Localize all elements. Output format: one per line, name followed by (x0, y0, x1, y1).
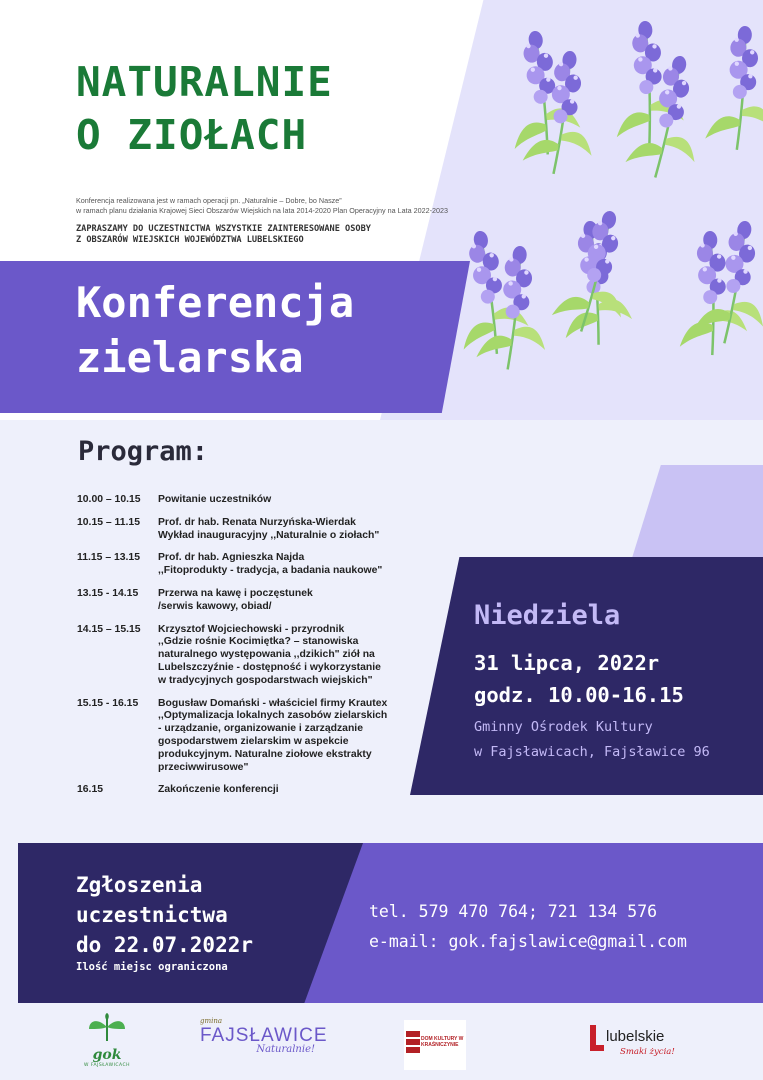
contact-phone: tel. 579 470 764; 721 134 576 (369, 902, 658, 921)
program-desc: Powitanie uczestników (158, 494, 272, 505)
event-date: 31 lipca, 2022r (474, 651, 660, 675)
fajslawice-logo-prefix: gmina (200, 1017, 223, 1025)
program-time: 10.00 – 10.15 (77, 494, 141, 505)
program-time: 11.15 – 13.15 (77, 552, 140, 564)
lubelskie-l-icon (590, 1025, 604, 1051)
funding-info-line-1: Konferencja realizowana jest w ramach operacji pn. „Naturalnie – Dobre, bo Nasze” (76, 196, 342, 205)
program-item (77, 494, 417, 507)
program-time: 16.15 (77, 784, 104, 796)
program-item (77, 588, 417, 614)
program-item (77, 552, 417, 578)
program-item (77, 784, 417, 797)
event-place (474, 715, 710, 765)
fajslawice-logo (200, 1017, 328, 1067)
sponsor-logos (0, 1005, 763, 1080)
program-list (77, 494, 417, 797)
program-desc: Prof. dr hab. Agnieszka Najda ,,Fitoprodukty - tradycja, a badania naukowe" (158, 552, 383, 577)
program-time: 14.15 – 15.15 (77, 623, 141, 635)
event-day: Niedziela (474, 600, 621, 631)
program-desc: Przerwa na kawę i poczęstunek /serwis kawowy, obiad/ (158, 587, 313, 612)
registration-line-2: uczestnictwa (76, 903, 228, 927)
funding-info-line-2: w ramach planu działania Krajowej Sieci Obszarów Wiejskich na lata 2014-2020 Plan Operacyjny na Lata 2022-2023 (76, 206, 448, 215)
gok-logo-text: gok (92, 1047, 122, 1063)
program-item (77, 517, 417, 543)
poster-title (76, 56, 333, 162)
event-place-line-2: w Fajsławicach, Fajsławice 96 (474, 744, 710, 760)
conference-title (76, 275, 354, 385)
program-time: 10.15 – 11.15 (77, 516, 140, 528)
program-desc: Zakończenie konferencji (158, 784, 279, 796)
registration-line-1: Zgłoszenia (76, 873, 203, 897)
program-time: 13.15 - 14.15 (77, 587, 139, 599)
event-time: godz. 10.00-16.15 (474, 683, 684, 707)
stripes-icon (406, 1031, 422, 1059)
gok-logo-subtext: W FAJSŁAWICACH (83, 1063, 131, 1068)
funding-info (76, 196, 448, 216)
lavender-illustration (440, 0, 763, 420)
program-item (77, 698, 417, 775)
dom-kultury-logo (404, 1020, 466, 1070)
event-place-line-1: Gminny Ośrodek Kultury (474, 719, 653, 735)
event-details (474, 600, 710, 765)
invitation-line-2: Z OBSZARÓW WIEJSKICH WOJEWÓDZTWA LUBELSKIEGO (76, 235, 304, 245)
lubelskie-logo-slogan: Smaki życia! (620, 1047, 675, 1057)
program-desc: Bogusław Domański - właściciel firmy Krautex ,,Optymalizacja lokalnych zasobów zielarskich - urządzanie, organizowanie i zarządzanie gospodarstwem zielarskim w aspekcie produkcyjnym. Naturalne ziołowe ekstrakty przeciwwirusowe" (158, 697, 388, 773)
conference-line-1: Konferencja (76, 278, 355, 327)
program-desc: Prof. dr hab. Renata Nurzyńska-Wierdak Wykład inauguracyjny ,,Naturalnie o ziołach" (158, 516, 380, 541)
registration-line-3: do 22.07.2022r (76, 933, 254, 957)
leaves-icon (87, 1013, 127, 1043)
lubelskie-logo (590, 1025, 680, 1065)
invitation-line-1: ZAPRASZAMY DO UCZESTNICTWA WSZYSTKIE ZAINTERESOWANE OSOBY (76, 224, 371, 234)
title-line-1: NATURALNIE (76, 58, 333, 106)
invitation-text (76, 224, 371, 246)
program-time: 15.15 - 16.15 (77, 697, 139, 709)
lubelskie-logo-text: lubelskie (606, 1028, 665, 1045)
contact-info (369, 897, 687, 957)
gok-logo (82, 1013, 132, 1075)
conference-line-2: zielarska (76, 333, 304, 382)
title-line-2: O ZIOŁACH (76, 111, 308, 159)
program-heading: Program: (78, 436, 209, 467)
fajslawice-logo-slogan: Naturalnie! (256, 1044, 315, 1055)
registration-note: Ilość miejsc ograniczona (76, 961, 228, 973)
registration-info (76, 870, 253, 974)
decorative-lilac-tab (632, 465, 763, 558)
dom-kultury-logo-text: DOM KULTURY W KRAŚNICZYNIE (421, 1036, 464, 1048)
fajslawice-logo-text: FAJSŁAWICE (200, 1025, 328, 1046)
program-desc: Krzysztof Wojciechowski - przyrodnik ,,Gdzie rośnie Kocimiętka? – stanowiska naturalnego występowania ,,dzikich" ziół na Lubelszczyźnie - dostępność i wykorzystanie w tradycyjnych gospodarstwach wiejskich" (158, 623, 381, 686)
contact-email: e-mail: gok.fajslawice@gmail.com (369, 932, 687, 951)
program-item (77, 624, 417, 688)
